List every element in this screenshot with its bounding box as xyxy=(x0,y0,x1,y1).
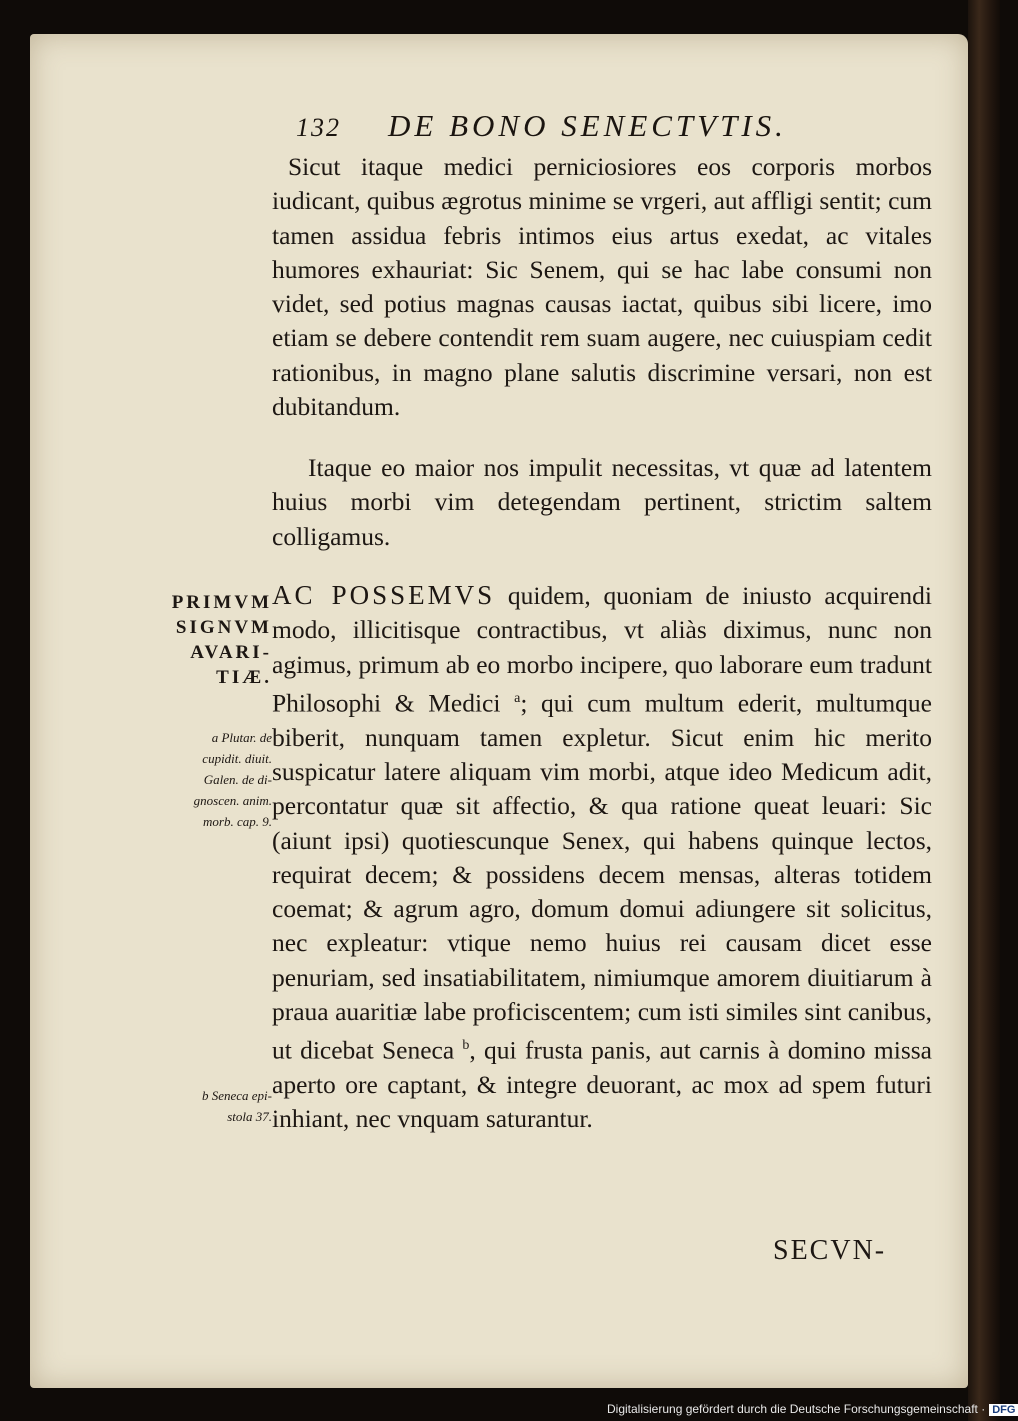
margin-heading: PRIMVM SIGNVM AVARI- TIÆ. xyxy=(171,592,272,688)
paragraph-3-part-2: ; qui cum multum ederit, multumque biberit, nunquam tamen expletur. Sicut enim hic merito suspicatur latere aliquam vim morbi, atque ideo Medicum adit, percontatur quæ sit affectio, & qua ratione queat leuari: Sic (aiunt ipsi) quotiescunque Senex, qui habens quinque lectos, requirat decem; & possidens decem mensas, alteras totidem coemat; & agrum agro, domum domui adiungere sit solicitus, nec expleatur: vtique nemo huius rei causam dicet esse penuriam, sed insatiabilitatem, nimiumque amorem diuitiarum à praua auaritiæ labe proficiscentem; cum isti similes sint canibus, ut dicebat Seneca xyxy=(272,688,932,1065)
margin-note-a: a Plutar. de cupidit. diuit. Galen. de di- gnoscen. anim. morb. cap. 9. xyxy=(193,730,272,829)
margin-note-b: b Seneca epi- stola 37. xyxy=(201,1088,272,1124)
footnote-ref-a: a xyxy=(514,690,521,706)
paragraph-1: Sicut itaque medici perniciosiores eos corporis morbos iudicant, quibus ægrotus minime se vrgeri, aut affligi sentit; cum tamen assidua febris intimos eius artus exedat, ac vitales humores exhauriat: Sic Senem, qui se hac labe consumi non videt, sed potius magnas causas iactat, quibus sibi licere, imo etiam se debere contendit rem suam augere, nec cuiuspiam cedit rationibus, in magno plane salutis discrimine versari, non est dubitandum. xyxy=(272,152,932,422)
paragraph-3 xyxy=(272,578,932,1137)
catchword: SECVN- xyxy=(773,1235,887,1266)
paragraph-3-part-1: quidem, quoniam de iniusto acquirendi modo, illicitisque contractibus, vt aliàs diximus, nunc non agimus, primum ab eo morbo incipere, quo laborare eum tradunt Philosophi & Medici xyxy=(272,581,932,718)
footer-text: Digitalisierung gefördert durch die Deutsche Forschungsgemeinschaft · xyxy=(607,1402,986,1416)
footnote-ref-b: b xyxy=(462,1038,470,1054)
digitization-footer xyxy=(607,1402,1018,1420)
page-number: 132 xyxy=(296,113,341,142)
book-spine xyxy=(968,0,1000,1421)
paragraph-3-part-3: , qui frusta panis, aut carnis à domino missa aperto ore captant, & integre deuorant, ac mox ad spem futuri inhiant, nec vnquam saturantur. xyxy=(272,1035,932,1134)
running-title: DE BONO SENECTVTIS. xyxy=(388,108,787,143)
running-header xyxy=(296,108,896,148)
paragraph-3-lead: AC POSSEMVS xyxy=(272,580,496,610)
paragraph-2: Itaque eo maior nos impulit necessitas, vt quæ ad latentem huius morbi vim detegendam pertinent, strictim saltem colligamus. xyxy=(272,453,932,551)
dfg-logo: DFG xyxy=(989,1404,1018,1416)
